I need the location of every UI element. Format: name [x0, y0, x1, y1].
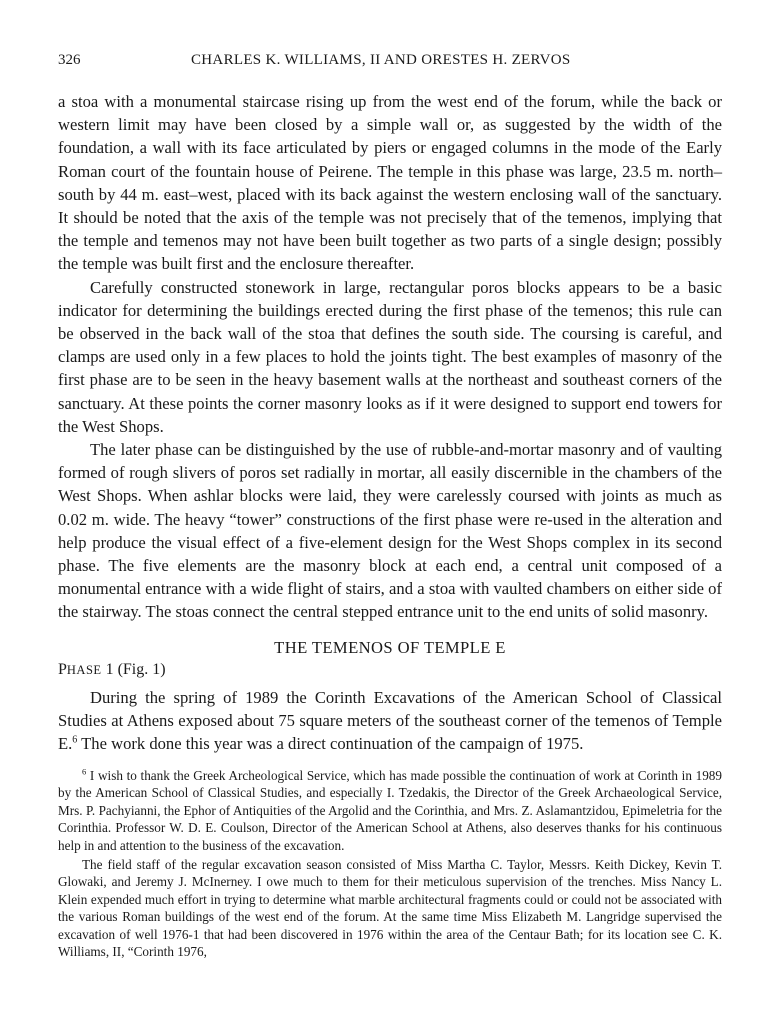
paragraph-3: The later phase can be distinguished by the use of rubble-and-mortar masonry and of vaulting formed of rough slivers of poros set radially in mortar, all easily discernible in the chambers of the West Shops. When ashlar blocks were laid, they were carelessly coursed with joints as much as 0.02 m. wide. The heavy “tower” constructions of the first phase were re-used in the alteration and help produce the visual effect of a five-element design for the West Shops complex in its second phase. The five elements are the masonry block at each end, a central unit composed of a monumental entrance with a wide flight of stairs, and a stoa with vaulted chambers on either side of the stairway. The stoas connect the central stepped entrance unit to the end units of solid masonry. [58, 440, 722, 622]
subsection-number: 1 (Fig. 1) [105, 661, 166, 678]
intro-text [58, 686, 722, 756]
intro-paragraph [58, 686, 722, 756]
intro-text-before-note: During the spring of 1989 the Corinth Excavations of the American School of Classical Studies at Athens exposed about 75 square meters of the southeast corner of the temenos of Temple E. [58, 688, 722, 754]
footnote-reference[interactable]: 6 [72, 734, 78, 746]
footnote-6-continued: The field staff of the regular excavation season consisted of Miss Martha C. Taylor, Messrs. Keith Dickey, Kevin T. Glowaki, and Jeremy J. McInerney. I owe much to them for their meticulous supervision of the trenches. Miss Nancy L. Klein expended much effort in trying to determine what marble architectural fragments could or could not be associated with the various Roman buildings of the west end of the forum. At the same time Miss Elizabeth M. Langridge supervised the excavation of well 1976-1 that had been discovered in 1976 within the area of the Centaur Bath; for its location see C. K. Williams, II, “Corinth 1976, [58, 857, 722, 960]
paragraph-1: a stoa with a monumental staircase rising up from the west end of the forum, while the back or western limit may have been closed by a simple wall or, as suggested by the width of the foundation, a wall with its face articulated by piers or engaged columns in the mode of the Early Roman court of the fountain house of Peirene. The temple in this phase was large, 23.5 m. north–south by 44 m. east–west, placed with its back against the western enclosing wall of the sanctuary. It should be noted that the axis of the temple was not precisely that of the temenos, implying that the temple and temenos may not have been built together as two parts of a single design; possibly the temple was built first and the enclosure thereafter. [58, 92, 722, 274]
intro-text-after-note: The work done this year was a direct continuation of the campaign of 1975. [77, 734, 584, 754]
running-head: CHARLES K. WILLIAMS, II AND ORESTES H. ZERVOS [191, 52, 571, 68]
subsection-heading [58, 661, 166, 679]
page-number: 326 [58, 52, 81, 68]
body-text [58, 90, 722, 624]
subsection-word: HASE [66, 663, 102, 677]
page-header [58, 52, 722, 74]
footnote-marker: 6 [82, 766, 87, 777]
subsection-initial: P [58, 661, 67, 678]
footnote-6 [58, 767, 722, 854]
footnotes [58, 767, 722, 960]
section-title: THE TEMENOS OF TEMPLE E [274, 638, 506, 657]
paragraph-2: Carefully constructed stonework in large, rectangular poros blocks appears to be a basic indicator for determining the buildings erected during the first phase of the temenos; this rule can be observed in the back wall of the stoa that defines the south side. The coursing is careful, and clamps are used only in a few places to hold the joints tight. The best examples of masonry of the first phase are to be seen in the heavy basement walls at the northeast and southeast corners of the sanctuary. At these points the corner masonry looks as if it were designed to support end towers for the West Shops. [58, 277, 722, 436]
footnote-6-text: I wish to thank the Greek Archeological Service, which has made possible the continuation of work at Corinth in 1989 by the American School of Classical Studies, and especially I. Tzedakis, the Director of the Greek Archaeological Service, Mrs. P. Pachyianni, the Ephor of Antiquities of the Argolid and the Corinthia, and Mrs. Z. Aslamantzidou, Epimeletria for the Corinthia. Professor W. D. E. Coulson, Director of the American School at Athens, also deserves thanks for his continuous help in and attention to the business of the excavation. [58, 768, 722, 853]
